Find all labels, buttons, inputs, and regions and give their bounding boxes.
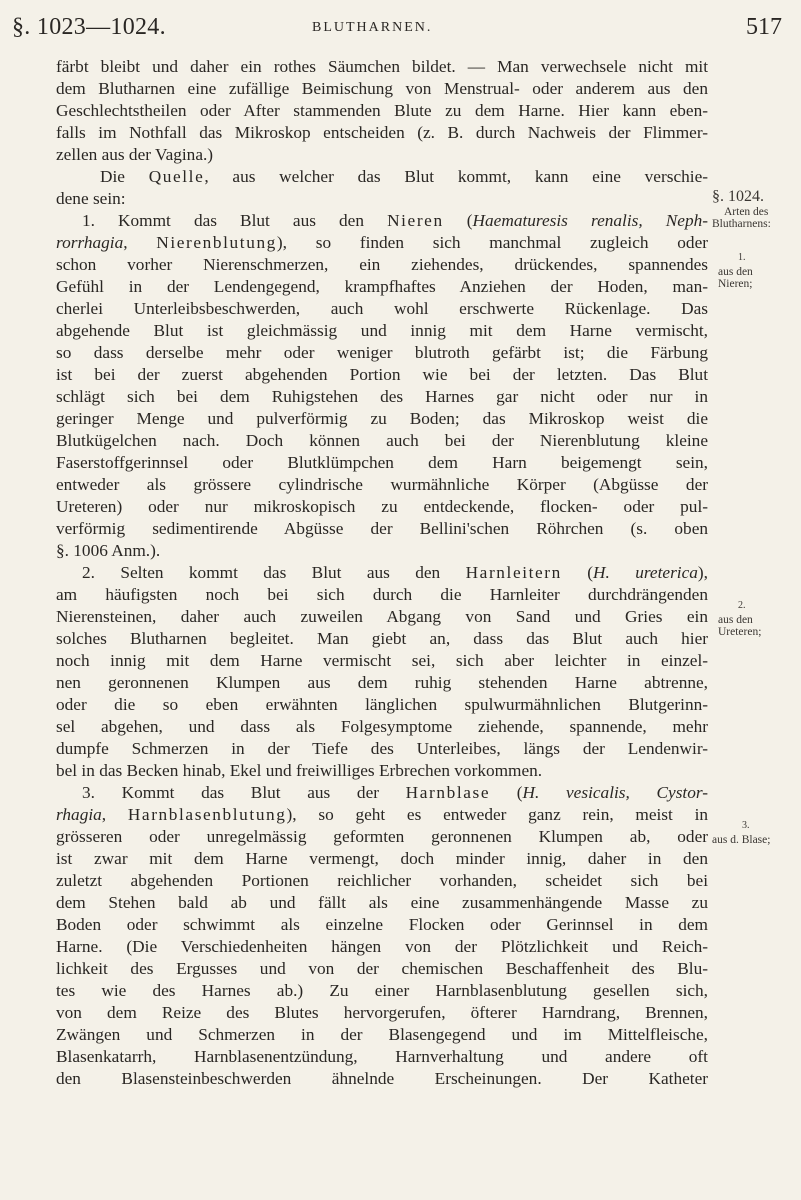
text-line: Ureteren) oder nur mikroskopisch zu entdeckende, flocken- oder pul-	[56, 497, 708, 516]
text-line: Boden oder schwimmt als einzelne Flocken oder Gerinnsel in dem	[56, 915, 708, 934]
text-line: abgehende Blut ist gleichmässig und innig mit dem Harne vermischt,	[56, 321, 708, 340]
emphasis-term: Nieren	[387, 211, 444, 230]
text-line: dem Blutharnen eine zufällige Beimischung von Menstrual- oder anderem aus den	[56, 79, 708, 98]
margin-note-line: aus den	[718, 614, 753, 626]
text-line: von dem Reize des Blutes hervorgerufen, öfterer Harndrang, Brennen,	[56, 1003, 708, 1022]
section-range: §. 1023—1024.	[12, 14, 166, 40]
text-line: Geschlechtstheilen oder After stammenden Blute zu dem Harne. Hier kann eben-	[56, 101, 708, 120]
latin-term: rhagia	[56, 805, 102, 824]
margin-note-line: Blutharnens:	[712, 218, 771, 230]
text-line: zellen aus der Vagina.)	[56, 145, 214, 164]
text-line: sel abgehen, und dass als Folgesymptome ziehende, spannende, mehr	[56, 717, 708, 736]
latin-term: Haematuresis renalis, Neph-	[472, 211, 708, 230]
margin-note-line: Nieren;	[718, 278, 753, 290]
margin-note-kidneys	[712, 254, 801, 290]
text-line: schon vorher Nierenschmerzen, ein ziehendes, drückendes, spannendes	[56, 255, 708, 274]
text-line: verförmig sedimentirende Abgüsse der Bellini'schen Röhrchen (s. oben	[56, 519, 708, 538]
text-line: ist zwar mit dem Harne vermengt, doch minder innig, daher in den	[56, 849, 708, 868]
latin-term: H. ureterica	[593, 563, 698, 582]
text-line: schlägt sich bei dem Ruhigstehen des Harnes gar nicht oder nur in	[56, 387, 708, 406]
text-line: §. 1006 Anm.).	[56, 541, 161, 560]
text-line: Gefühl in der Lendengegend, krampfhaftes Anziehen der Hoden, man-	[56, 277, 708, 296]
text-line: dene sein:	[56, 189, 126, 208]
emphasis-term: Nierenblutung	[156, 233, 277, 252]
text-line: den Blasensteinbeschwerden ähnelnde Erscheinungen. Der Katheter	[56, 1069, 708, 1088]
emphasis-term: Harnblasenblutung	[127, 805, 287, 824]
text-line: grösseren oder unregelmässig geformten geronnenen Klumpen ab, oder	[56, 827, 708, 846]
text-line: nen geronnenen Klumpen aus dem ruhig stehenden Harne abtrenne,	[56, 673, 708, 692]
emphasis-term: Quelle	[148, 167, 205, 186]
margin-note-line: Ureteren;	[718, 626, 762, 638]
text-line: so dass derselbe mehr oder weniger blutroth gefärbt ist; die Färbung	[56, 343, 708, 362]
margin-note-line: Arten des	[724, 206, 769, 218]
text-line: lichkeit des Ergusses und von der chemischen Beschaffenheit des Blu-	[56, 959, 708, 978]
text-line: dem Stehen bald ab und fällt als eine zusammenhängende Masse zu	[56, 893, 708, 912]
margin-section-number: §. 1024.	[712, 188, 764, 205]
emphasis-term: Harnblase	[405, 783, 491, 802]
margin-note-number: 3.	[742, 820, 750, 831]
text-line: solches Blutharnen begleitet. Man giebt an, dass das Blut auch hier	[56, 629, 708, 648]
text-line: bel in das Becken hinab, Ekel und freiwilliges Erbrechen vorkommen.	[56, 761, 543, 780]
text-line: 1. Kommt das Blut aus den Nieren (Haematuresis renalis, Neph-	[82, 211, 708, 230]
page-number: 517	[746, 14, 782, 40]
text-line: rorrhagia, Nierenblutung), so finden sich manchmal zugleich oder	[56, 233, 708, 252]
margin-note-bladder	[712, 822, 798, 846]
text-line: Die Quelle, aus welcher das Blut kommt, kann eine verschie-	[100, 167, 708, 186]
text-line: cherlei Unterleibsbeschwerden, auch wohl erschwerte Rückenlage. Das	[56, 299, 708, 318]
margin-note-line: aus den	[718, 266, 753, 278]
margin-note-line: aus d. Blase;	[712, 834, 771, 846]
text-line: zuletzt abgehenden Portionen reichlicher vorhanden, scheidet sich bei	[56, 871, 708, 890]
text-line: rhagia, Harnblasenblutung), so geht es entweder ganz rein, meist in	[56, 805, 708, 824]
text-line: geringer Menge und pulverförmig zu Boden; das Mikroskop weist die	[56, 409, 708, 428]
latin-term: H. vesicalis, Cystor-	[522, 783, 708, 802]
text-line: dumpfe Schmerzen in der Tiefe des Unterleibes, längs der Lendenwir-	[56, 739, 708, 758]
latin-term: rorrhagia	[56, 233, 124, 252]
body-text	[56, 56, 708, 1090]
text-line: noch innig mit dem Harne vermischt sei, sich aber leichter in einzel-	[56, 651, 708, 670]
text-line: Blasenkatarrh, Harnblasenentzündung, Harnverhaltung und andere oft	[56, 1047, 708, 1066]
text-line: falls im Nothfall das Mikroskop entscheiden (z. B. durch Nachweis der Flimmer-	[56, 123, 708, 142]
text-line: Zwängen und Schmerzen in der Blasengegend und im Mittelfleische,	[56, 1025, 708, 1044]
text-line: Harne. (Die Verschiedenheiten hängen von der Plötzlichkeit und Reich-	[56, 937, 708, 956]
text-line: am häufigsten noch bei sich durch die Harnleiter durchdrängenden	[56, 585, 708, 604]
text-line: 3. Kommt das Blut aus der Harnblase (H. vesicalis, Cystor-	[82, 783, 708, 802]
emphasis-term: Harnleitern	[465, 563, 562, 582]
running-title: BLUTHARNEN.	[312, 20, 433, 35]
text-line: 2. Selten kommt das Blut aus den Harnleitern (H. ureterica),	[82, 563, 708, 582]
text-line: ist bei der zuerst abgehenden Portion wie bei der letzten. Das Blut	[56, 365, 708, 384]
text-line: Faserstoffgerinnsel oder Blutklümpchen dem Harn beigemengt sein,	[56, 453, 708, 472]
text-line: tes wie des Harnes ab.) Zu einer Harnblasenblutung gesellen sich,	[56, 981, 708, 1000]
text-line: oder die so eben erwähnten länglichen spulwurmähnlichen Blutgerinn-	[56, 695, 708, 714]
margin-note-ureters	[712, 602, 801, 638]
margin-note-number: 1.	[738, 252, 746, 263]
margin-note-number: 2.	[738, 600, 746, 611]
text-line: färbt bleibt und daher ein rothes Säumchen bildet. — Man verwechsele nicht mit	[56, 57, 708, 76]
margin-note-section	[712, 188, 798, 230]
text-line: Nierensteinen, daher auch zuweilen Abgang von Sand und Gries ein	[56, 607, 708, 626]
text-line: entweder als grössere cylindrische wurmähnliche Körper (Abgüsse der	[56, 475, 708, 494]
running-header	[12, 8, 782, 48]
text-line: Blutkügelchen nach. Doch können auch bei der Nierenblutung kleine	[56, 431, 708, 450]
